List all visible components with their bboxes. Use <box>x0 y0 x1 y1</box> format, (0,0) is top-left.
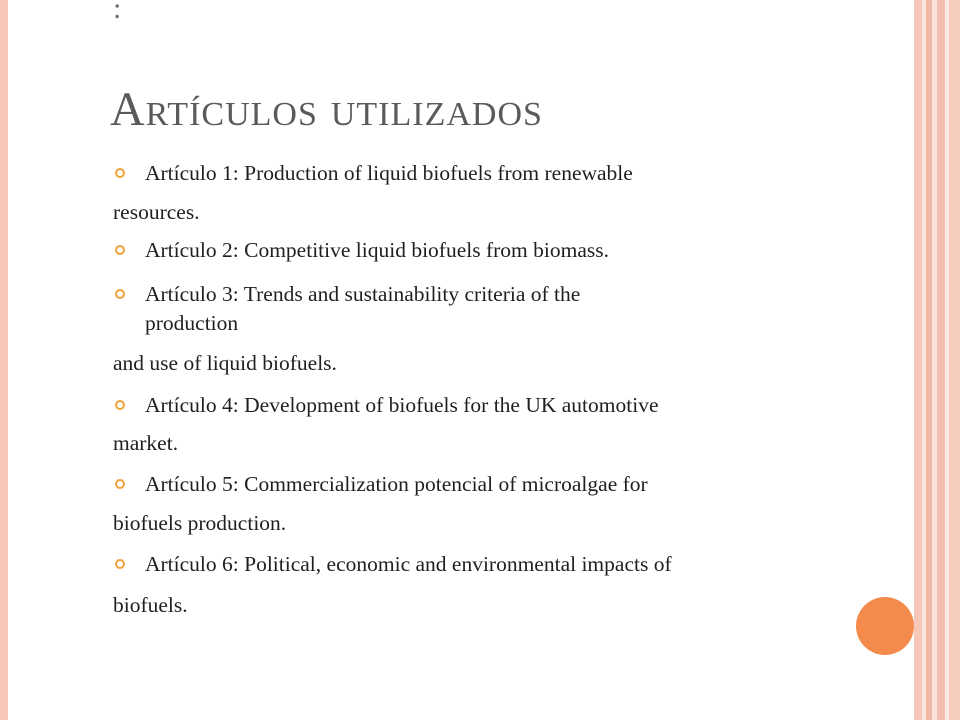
list-item-5 <box>113 471 648 497</box>
list-item-text: Artículo 4: Development of biofuels for the UK automotive <box>145 393 659 417</box>
stripe <box>949 0 960 720</box>
bullet-icon <box>115 479 125 489</box>
list-item-4 <box>113 392 659 418</box>
bullet-icon <box>115 289 125 299</box>
list-item-6-continuation: biofuels. <box>113 593 188 617</box>
stripe <box>937 0 945 720</box>
decorative-circle <box>856 597 914 655</box>
list-item-1-continuation: resources. <box>113 200 200 224</box>
list-item-3-wrap: production <box>145 311 239 335</box>
list-item-text: Artículo 3: Trends and sustainability criteria of the <box>145 282 581 306</box>
list-item-4-continuation: market. <box>113 431 179 455</box>
list-item-text: Artículo 2: Competitive liquid biofuels from biomass. <box>145 238 609 262</box>
list-item-text: Artículo 5: Commercialization potencial of microalgae for <box>145 472 648 496</box>
slide-title: Artículos utilizados <box>110 83 543 136</box>
bullet-icon <box>115 245 125 255</box>
list-item-text: Artículo 1: Production of liquid biofuels from renewable <box>145 161 633 185</box>
bullet-icon <box>115 400 125 410</box>
list-item-6 <box>113 551 672 577</box>
title-colon: : <box>113 0 122 25</box>
bullet-icon <box>115 168 125 178</box>
list-item-3-continuation: and use of liquid biofuels. <box>113 351 337 375</box>
list-item-5-continuation: biofuels production. <box>113 511 287 535</box>
list-item-2 <box>113 237 609 263</box>
decorative-stripes <box>922 0 960 720</box>
bullet-icon <box>115 559 125 569</box>
list-item-3 <box>113 281 580 307</box>
list-item-text: Artículo 6: Political, economic and environmental impacts of <box>145 552 672 576</box>
list-item-1 <box>113 160 633 186</box>
